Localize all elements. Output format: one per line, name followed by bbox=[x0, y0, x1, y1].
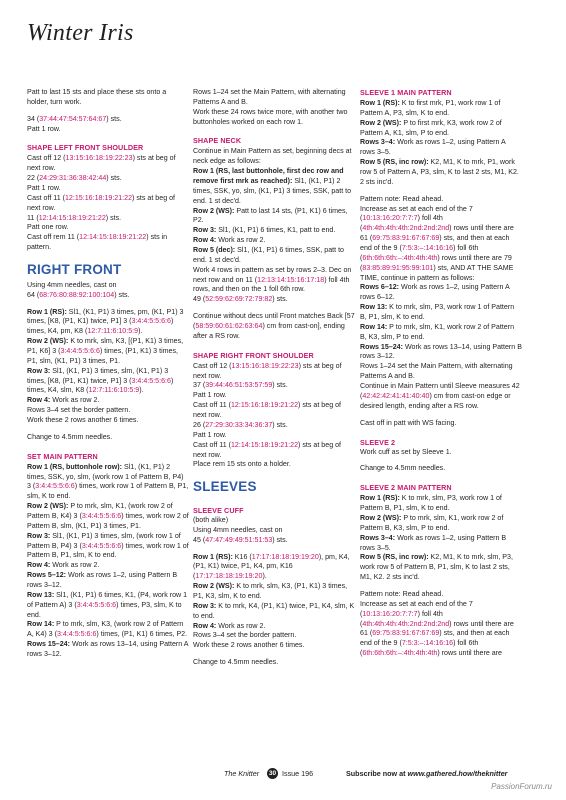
row-label: Row 2 (WS): bbox=[193, 582, 235, 591]
instruction-text: Work as rows 13–14, using Pattern B rows 3–12. Rows 1–24 set the Main Pattern, with alternating Patterns A and B. Continue in Main Pattern until Sleeve measures 42 ( bbox=[360, 342, 522, 400]
subsection-heading: SLEEVE CUFF bbox=[193, 505, 244, 515]
size-values: 42:42:42:41:41:40:40 bbox=[362, 391, 430, 400]
subsection-heading: SLEEVE 2 bbox=[360, 437, 396, 447]
row-label: Row 1 (RS): bbox=[360, 99, 400, 107]
size-values: 68:76:80:88:92:100:104 bbox=[39, 290, 115, 299]
instruction-text: Sl1, (K1, P1) 3 times, pm, (K1, P1) 3 times, [K8, (P1, K1) twice, P1] 3 ( bbox=[27, 307, 184, 326]
size-values: 27:29:30:33:34:36:37 bbox=[205, 420, 273, 429]
subscribe-text: Subscribe now at bbox=[346, 769, 408, 778]
subsection-heading: SET MAIN PATTERN bbox=[27, 451, 98, 461]
instruction-text: ) times, K4, pm, K8 ( bbox=[27, 317, 174, 336]
instruction-text: Pattern note: Read ahead. Increase as set at each end of the 7 ( bbox=[360, 589, 473, 618]
instruction-text: Change to 4.5mm needles. bbox=[360, 464, 446, 473]
instruction-text: ) rows until there are 61 ( bbox=[360, 619, 514, 638]
row-label: Row 13: bbox=[360, 303, 388, 312]
row-label: Row 1 (RS, last buttonhole, first dec row and remove first mrk as reached): bbox=[193, 167, 344, 186]
instruction-paragraph bbox=[193, 553, 355, 652]
instruction-paragraph bbox=[27, 154, 189, 253]
size-values: 17:17:18:18:19:19:20 bbox=[251, 552, 319, 561]
instruction-text: ) rows until there are 79 ( bbox=[360, 253, 512, 272]
page-title: Winter Iris bbox=[27, 20, 134, 46]
size-values: 7:5:3:–:14:16:16 bbox=[401, 244, 454, 253]
size-values: 37:44:47:54:57:64:67 bbox=[39, 114, 107, 123]
instruction-text: ) foll 4th ( bbox=[360, 609, 443, 628]
instruction-text: Patt 1 row. bbox=[27, 124, 61, 133]
instruction-text: Work as rows 1–2, using Pattern A rows 3–5. bbox=[360, 138, 506, 157]
row-label: Rows 15–24: bbox=[27, 640, 70, 649]
instruction-text: ) sts. bbox=[114, 290, 130, 299]
size-values: 3:4:4:5:5:6:6 bbox=[131, 376, 171, 385]
instruction-text: ). bbox=[139, 386, 144, 395]
instruction-paragraph bbox=[360, 590, 522, 659]
instruction-paragraph bbox=[360, 99, 522, 188]
subscribe-notice bbox=[346, 769, 507, 778]
page-number: 30 bbox=[268, 770, 277, 777]
instruction-text: Sl1, (K1, P1) 3 times, slm, (K1, P1) 3 times, [K8, (P1, K1) twice, P1] 3 ( bbox=[27, 366, 169, 385]
instruction-paragraph bbox=[27, 308, 189, 426]
instruction-text: K to mrk, slm, P3, work row 1 of Pattern B, P1, slm, K to end. bbox=[360, 494, 502, 513]
row-label: Row 1 (RS, buttonhole row): bbox=[27, 462, 122, 471]
instruction-text: Sl1, (K1, P1) 3 times, slm, (work row 1 of Pattern B, P4) 3 ( bbox=[27, 531, 181, 550]
section-heading: SLEEVES bbox=[193, 479, 257, 495]
instruction-paragraph bbox=[360, 419, 522, 429]
instruction-text: K to mrk, slm, K3, (P1, K1) 3 times, P1, K3, slm, K to end. bbox=[193, 582, 348, 600]
instruction-text: Work as row 2. Rows 3–4 set the border pattern. Work these 2 rows another 6 times. bbox=[27, 396, 139, 424]
row-label: Row 2 (WS): bbox=[27, 502, 69, 511]
instruction-text: Sl1, (K1, P1) 2 times, SSK, yo, slm, (work row 1 of Pattern B, P4) 3 ( bbox=[27, 462, 184, 491]
instruction-text: K to mrk, K4, (P1, K1) twice, P1, K4, slm, K to end. bbox=[193, 601, 355, 620]
instruction-text: Work as row 2. bbox=[216, 236, 266, 245]
instruction-text: ) rows until there are bbox=[437, 649, 502, 658]
size-values: 12:14:15:18:19:21:22 bbox=[230, 440, 299, 449]
size-values: 10:13:16:20:7:7:7 bbox=[362, 214, 418, 223]
instruction-text: ) foll 6th ( bbox=[360, 639, 479, 658]
row-label: Row 13: bbox=[27, 590, 55, 599]
size-values: 4th:4th:4th:4th:2nd:2nd:2nd bbox=[362, 619, 450, 628]
instruction-paragraph bbox=[27, 88, 189, 108]
instruction-text: Change to 4.5mm needles. bbox=[193, 658, 279, 667]
size-values: 3:4:4:5:5:6:6 bbox=[76, 600, 117, 609]
instruction-text: ), pm, K4, (P1, K1) twice, P1, K4, pm, K16 ( bbox=[193, 552, 350, 581]
instruction-text: Work as rows 1–2, using Pattern B rows 3–5. bbox=[360, 533, 507, 552]
instruction-text: ) sts, and then at each end of the 9 ( bbox=[360, 234, 510, 253]
section-heading: RIGHT FRONT bbox=[27, 262, 122, 278]
instruction-text: ) sts. bbox=[272, 535, 288, 544]
instruction-text: ) foll 6th ( bbox=[360, 244, 479, 262]
instruction-text: K2, M1, K to mrk, slm, P3, work row 5 of Pattern B, P1, slm, K to last 2 sts, M1, K2. 2 sts inc'd. bbox=[360, 553, 513, 582]
instruction-text: P to mrk, slm, K3, (work row 2 of Pattern A, K4) 3 ( bbox=[27, 620, 184, 639]
instruction-text: ) sts. bbox=[272, 295, 288, 304]
magazine-name: The Knitter bbox=[224, 769, 260, 778]
instruction-paragraph bbox=[360, 464, 522, 474]
instruction-text: ) sts. Patt 1 row. Cast off 11 ( bbox=[193, 381, 288, 410]
instruction-paragraph bbox=[27, 433, 189, 443]
instruction-paragraph bbox=[193, 658, 355, 668]
row-label: Row 2 (WS): bbox=[360, 118, 402, 127]
size-values: 12:13:14:15:16:17:18 bbox=[257, 275, 325, 284]
size-values: 13:15:16:18:19:22:23 bbox=[231, 361, 299, 370]
row-label: Row 1 (RS): bbox=[193, 552, 233, 561]
row-label: Row 3: bbox=[193, 601, 217, 610]
instruction-text: ). bbox=[262, 572, 267, 581]
instruction-text: Using 4mm needles, cast on 64 ( bbox=[27, 280, 117, 299]
row-label: Row 5 (RS, inc row): bbox=[360, 553, 429, 562]
instruction-text: ) sts. Patt 1 row. Cast off 11 ( bbox=[193, 420, 288, 449]
size-values: 4th:4th:4th:4th:2nd:2nd:2nd bbox=[362, 224, 450, 233]
instruction-text: K2, M1, K to mrk, P1, work row 5 of Pattern A, P3, slm, K to last 2 sts, M1, K2. 2 sts inc'd. bbox=[360, 158, 519, 186]
size-values: 3:4:4:5:5:6:6 bbox=[131, 317, 171, 326]
instruction-text: P to mrk, slm, K1, (work row 2 of Pattern B, K4) 3 ( bbox=[27, 502, 173, 520]
size-values: 3:4:4:5:5:6:6 bbox=[60, 346, 100, 355]
row-label: Row 14: bbox=[27, 620, 55, 629]
instruction-text: ) sts, and then at each end of the 9 ( bbox=[360, 629, 510, 648]
row-label: Row 3: bbox=[27, 366, 51, 375]
instruction-text: ) sts at beg of next row. 22 ( bbox=[27, 154, 176, 183]
instruction-text: Pattern note: Read ahead. Increase as set at each end of the 7 ( bbox=[360, 194, 473, 223]
instruction-paragraph bbox=[27, 115, 189, 135]
size-values: 13:15:16:18:19:22:23 bbox=[65, 154, 133, 163]
subsection-heading: SLEEVE 2 MAIN PATTERN bbox=[360, 483, 452, 493]
size-values: 12:7:11:6:10:5:9 bbox=[87, 327, 139, 336]
instruction-text: ) sts, AND AT THE SAME TIME, continue in pattern as follows: bbox=[360, 263, 514, 282]
instruction-paragraph bbox=[193, 147, 355, 305]
instruction-text: Cast off 12 ( bbox=[193, 361, 232, 370]
instruction-text: Work cuff as set by Sleeve 1. bbox=[360, 447, 452, 456]
row-label: Row 5 (dec): bbox=[193, 246, 236, 255]
instruction-text: P to mrk, slm, K1, work row 2 of Pattern B, K3, slm, P to end. bbox=[360, 513, 504, 532]
instruction-paragraph bbox=[193, 516, 355, 546]
instruction-text: Cast off in patt with WS facing. bbox=[360, 418, 457, 427]
instruction-text: ) sts. Patt 1 row. Cast off 11 ( bbox=[27, 174, 122, 202]
size-values: 69:75:83:91:67:67:69 bbox=[372, 629, 440, 638]
size-values: 12:14:15:18:19:21:22 bbox=[79, 233, 147, 242]
instruction-text: P to first mrk, K3, work row 2 of Pattern A, K1, slm, P to end. bbox=[360, 118, 502, 137]
instruction-text: ) sts. bbox=[106, 114, 122, 123]
instruction-paragraph bbox=[360, 494, 522, 583]
row-label: Rows 3–4: bbox=[360, 533, 396, 542]
instruction-text: ) sts. Patt one row. Cast off rem 11 ( bbox=[27, 213, 122, 242]
instruction-text: Sl1, (K1, P1) 6 times, K1, (P4, work row 1 of Pattern A) 3 ( bbox=[27, 590, 188, 609]
instruction-text: ). bbox=[138, 327, 143, 336]
size-values: 39:44:46:51:53:57:59 bbox=[205, 381, 273, 390]
issue-number: Issue 196 bbox=[282, 769, 314, 778]
subsection-heading: SHAPE NECK bbox=[193, 136, 242, 146]
instruction-text: Continue in Main Pattern as set, beginning decs at neck edge as follows: bbox=[193, 147, 352, 166]
instruction-text: Work as rows 1–2, using Pattern A rows 6–12. bbox=[360, 283, 510, 302]
size-values: 3:4:4:5:5:6:6 bbox=[35, 482, 75, 491]
instruction-text: ) times, work row 1 of Pattern B, P1, slm, K to end. bbox=[27, 482, 189, 501]
instruction-text: ) sts at beg of next row. 11 ( bbox=[27, 193, 176, 222]
row-label: Rows 15–24: bbox=[360, 342, 403, 351]
instruction-text: Work as row 2. Rows 3–4 set the border pattern. Work these 2 rows another 6 times. bbox=[193, 621, 305, 650]
size-values: 17:17:18:18:19:19:20 bbox=[195, 572, 263, 581]
instruction-text: K16 ( bbox=[232, 552, 252, 561]
column-1 bbox=[27, 88, 189, 667]
size-values: 3:4:4:5:5:6:6 bbox=[81, 511, 122, 520]
instruction-text: ) sts in pattern. bbox=[27, 233, 168, 252]
instruction-text: Cast off 12 ( bbox=[27, 154, 66, 163]
size-values: 6th:6th:6th:–:4th:4th:4th bbox=[362, 649, 438, 658]
instruction-text: ) sts at beg of next row. Place rem 15 sts onto a holder. bbox=[193, 440, 342, 469]
instruction-text: Sl1, (K1, P1) 2 times, SSK, yo, slm, (K1, P1) 3 times, SSK, patt to end. 1 st dec'd. bbox=[193, 177, 352, 205]
size-values: 12:14:15:18:19:21:22 bbox=[38, 213, 106, 222]
instruction-text: Work as rows 1–2, using Pattern B rows 3–12. bbox=[27, 571, 178, 589]
instruction-text: Sl1, (K1, P1) 6 times, SSK, patt to end. 1 st dec'd. Work 4 rows in pattern as set by rows 2–3. Dec on next row and on 11 ( bbox=[193, 246, 352, 284]
instruction-text: Patt to last 14 sts, (P1, K1) 6 times, P2. bbox=[193, 206, 348, 225]
size-values: 10:13:16:20:7:7:7 bbox=[362, 609, 418, 618]
instruction-text: ) times, P3, slm, K to end. bbox=[27, 600, 182, 619]
row-label: Row 1 (RS): bbox=[27, 307, 67, 316]
instruction-text: ) rows until there are 61 ( bbox=[360, 224, 514, 243]
row-label: Row 4: bbox=[27, 561, 51, 570]
row-label: Rows 3–4: bbox=[360, 138, 396, 147]
instruction-text: Change to 4.5mm needles. bbox=[27, 432, 113, 441]
subsection-heading: SHAPE RIGHT FRONT SHOULDER bbox=[193, 350, 314, 360]
instruction-paragraph bbox=[27, 281, 189, 301]
column-2 bbox=[193, 88, 355, 675]
instruction-text: K to mrk, slm, P3, work row 1 of Pattern B, P1, slm, K to end. bbox=[360, 303, 515, 322]
row-label: Row 3: bbox=[193, 226, 217, 235]
column-3 bbox=[360, 88, 522, 666]
size-values: 12:7:11:6:10:5:9 bbox=[88, 386, 140, 395]
instruction-paragraph bbox=[27, 463, 189, 660]
row-label: Row 4: bbox=[193, 621, 217, 630]
row-label: Row 2 (WS): bbox=[27, 337, 69, 346]
instruction-paragraph bbox=[193, 88, 355, 127]
instruction-paragraph bbox=[193, 312, 355, 342]
instruction-text: Patt to last 15 sts and place these sts onto a holder, turn work. bbox=[27, 88, 167, 106]
instruction-paragraph bbox=[193, 362, 355, 470]
instruction-text: K to first mrk, P1, work row 1 of Pattern A, P3, slm, K to end. bbox=[360, 99, 501, 117]
instruction-paragraph bbox=[360, 448, 522, 458]
row-label: Row 14: bbox=[360, 322, 388, 331]
row-label: Row 4: bbox=[193, 236, 217, 245]
instruction-text: ) sts at beg of next row. 37 ( bbox=[193, 361, 342, 390]
size-values: 12:15:16:18:19:21:22 bbox=[64, 193, 133, 202]
instruction-text: ) times, (P1, K1) 6 times, P2. bbox=[96, 630, 188, 639]
subsection-heading: SLEEVE 1 MAIN PATTERN bbox=[360, 88, 452, 97]
instruction-text: Rows 1–24 set the Main Pattern, with alternating Patterns A and B. Work these 24 rows twice more, with another two buttonholes worked on each row 1. bbox=[193, 88, 348, 126]
size-values: 3:4:4:5:5:6:6 bbox=[81, 541, 122, 550]
instruction-text: ) sts at beg of next row. 26 ( bbox=[193, 401, 342, 429]
size-values: 69:75:83:91:67:67:69 bbox=[372, 234, 440, 243]
subsection-heading: SHAPE LEFT FRONT SHOULDER bbox=[27, 143, 144, 153]
instruction-text: ) cm from cast-on], ending after a RS row. bbox=[193, 322, 345, 340]
size-values: 24:29:31:36:38:42:44 bbox=[39, 174, 107, 183]
instruction-text: ) times, K4, slm, K8 ( bbox=[27, 376, 174, 395]
subscribe-link[interactable]: www.gathered.how/theknitter bbox=[407, 769, 508, 778]
instruction-text: Work as rows 13–14, using Pattern A rows 3–12. bbox=[27, 640, 189, 658]
instruction-paragraph bbox=[360, 195, 522, 412]
size-values: 52:59:62:69:72:79:82 bbox=[205, 295, 273, 304]
instruction-text: ) times, work row 2 of Pattern B, slm, (K1, P1) 3 times, P1. bbox=[27, 511, 189, 530]
watermark: PassionForum.ru bbox=[491, 782, 552, 791]
size-values: 6th:6th:6th:–:4th:4th:4th bbox=[362, 253, 438, 262]
row-label: Row 1 (RS): bbox=[360, 494, 400, 503]
instruction-text: Work as row 2. bbox=[50, 561, 100, 570]
row-label: Row 3: bbox=[27, 531, 51, 540]
instruction-text: (both alike) Using 4mm needles, cast on 45 ( bbox=[193, 515, 283, 544]
row-label: Rows 5–12: bbox=[27, 571, 67, 580]
row-label: Row 2 (WS): bbox=[193, 206, 235, 215]
row-label: Row 5 (RS, inc row): bbox=[360, 158, 429, 167]
size-values: 3:4:4:5:5:6:6 bbox=[56, 630, 97, 639]
row-label: Row 2 (WS): bbox=[360, 513, 402, 522]
size-values: 83:85:89:91:95:99:101 bbox=[362, 263, 434, 272]
instruction-text: ) cm from cast-on edge or desired length, ending after a RS row. bbox=[360, 391, 511, 410]
instruction-text: ) times, work row 1 of Pattern B, P1, slm, K to end. bbox=[27, 541, 189, 560]
instruction-text: ) times, (P1, K1) 3 times, P1, slm, (K1, P1) 3 times, P1. bbox=[27, 346, 179, 365]
instruction-text: 34 ( bbox=[27, 114, 40, 123]
instruction-text: P to mrk, slm, K1, work row 2 of Pattern B, K3, slm, P to end. bbox=[360, 322, 515, 341]
size-values: 47:47:49:49:51:51:53 bbox=[205, 535, 273, 544]
size-values: 7:5:3:–:14:16:16 bbox=[401, 639, 454, 648]
instruction-text: ) foll 4th rows, and then on the 1 foll 6th row. 49 ( bbox=[193, 275, 350, 304]
size-values: 58:59:60:61:62:63:64 bbox=[195, 322, 263, 331]
row-label: Rows 6–12: bbox=[360, 283, 400, 292]
size-values: 12:15:16:18:19:21:22 bbox=[230, 401, 299, 410]
instruction-text: K to mrk, slm, K3, [(P1, K1) 3 times, P1, K6] 3 ( bbox=[27, 337, 184, 355]
instruction-text: Sl1, (K1, P1) 6 times, K1, patt to end. bbox=[216, 226, 336, 235]
row-label: Row 4: bbox=[27, 396, 51, 405]
instruction-text: ) foll 4th ( bbox=[360, 214, 443, 233]
page-footer bbox=[0, 769, 566, 783]
instruction-text: Continue without decs until Front matches Back [57 ( bbox=[193, 312, 355, 331]
